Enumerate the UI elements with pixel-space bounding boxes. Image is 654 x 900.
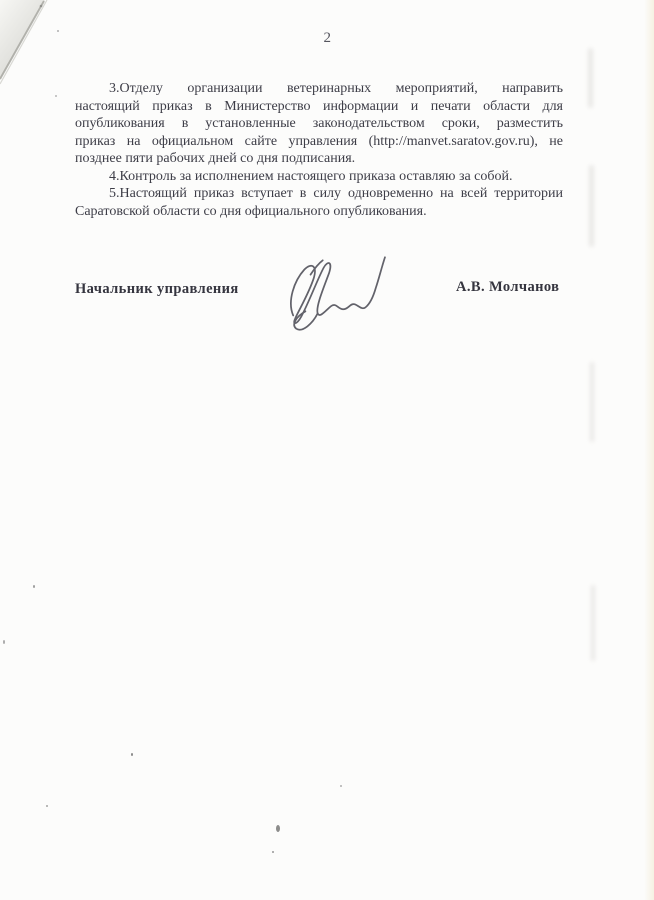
- text-line: 4.Контроль за исполнением настоящего приказа оставляю за собой.: [109, 168, 513, 184]
- text-line: Саратовской области со дня официального опубликования.: [75, 203, 427, 219]
- page-number: 2: [323, 30, 332, 46]
- text-line: опубликования в установленные законодательством сроки, разместить: [75, 116, 563, 131]
- bleedthrough-mark: [589, 165, 594, 247]
- scan-speck: [46, 805, 48, 807]
- text-line: настоящий приказ в Министерство информации и печати области для: [75, 98, 563, 114]
- bleedthrough-mark: [590, 362, 594, 442]
- scan-speck: [3, 640, 5, 644]
- scan-speck: [57, 30, 59, 32]
- scan-speck: [272, 851, 274, 853]
- folded-corner: [0, 0, 60, 100]
- document-body: [75, 80, 563, 220]
- scan-speck: [340, 785, 342, 787]
- scan-speck: [276, 825, 280, 832]
- scan-speck: [33, 585, 35, 588]
- text-line: 5.Настоящий приказ вступает в силу одновременно на всей территории: [109, 186, 563, 201]
- scan-speck: [55, 95, 57, 97]
- paragraph: [75, 168, 563, 186]
- bleedthrough-mark: [591, 585, 595, 661]
- scan-speck: [131, 753, 133, 756]
- handwritten-signature: [284, 254, 386, 334]
- bleedthrough-mark: [588, 48, 593, 108]
- text-line: 3.Отделу организации ветеринарных мероприятий, направить: [109, 81, 563, 96]
- paragraph: [75, 80, 563, 168]
- text-line: позднее пяти рабочих дней со дня подписания.: [75, 151, 356, 166]
- scan-edge-shadow: [644, 0, 654, 900]
- signatory-position: Начальник управления: [75, 281, 239, 297]
- text-line: приказ на официальном сайте управления (http://manvet.saratov.gov.ru), не: [75, 133, 563, 149]
- signatory-name: А.В. Молчанов: [456, 279, 560, 295]
- paragraph: [75, 185, 563, 220]
